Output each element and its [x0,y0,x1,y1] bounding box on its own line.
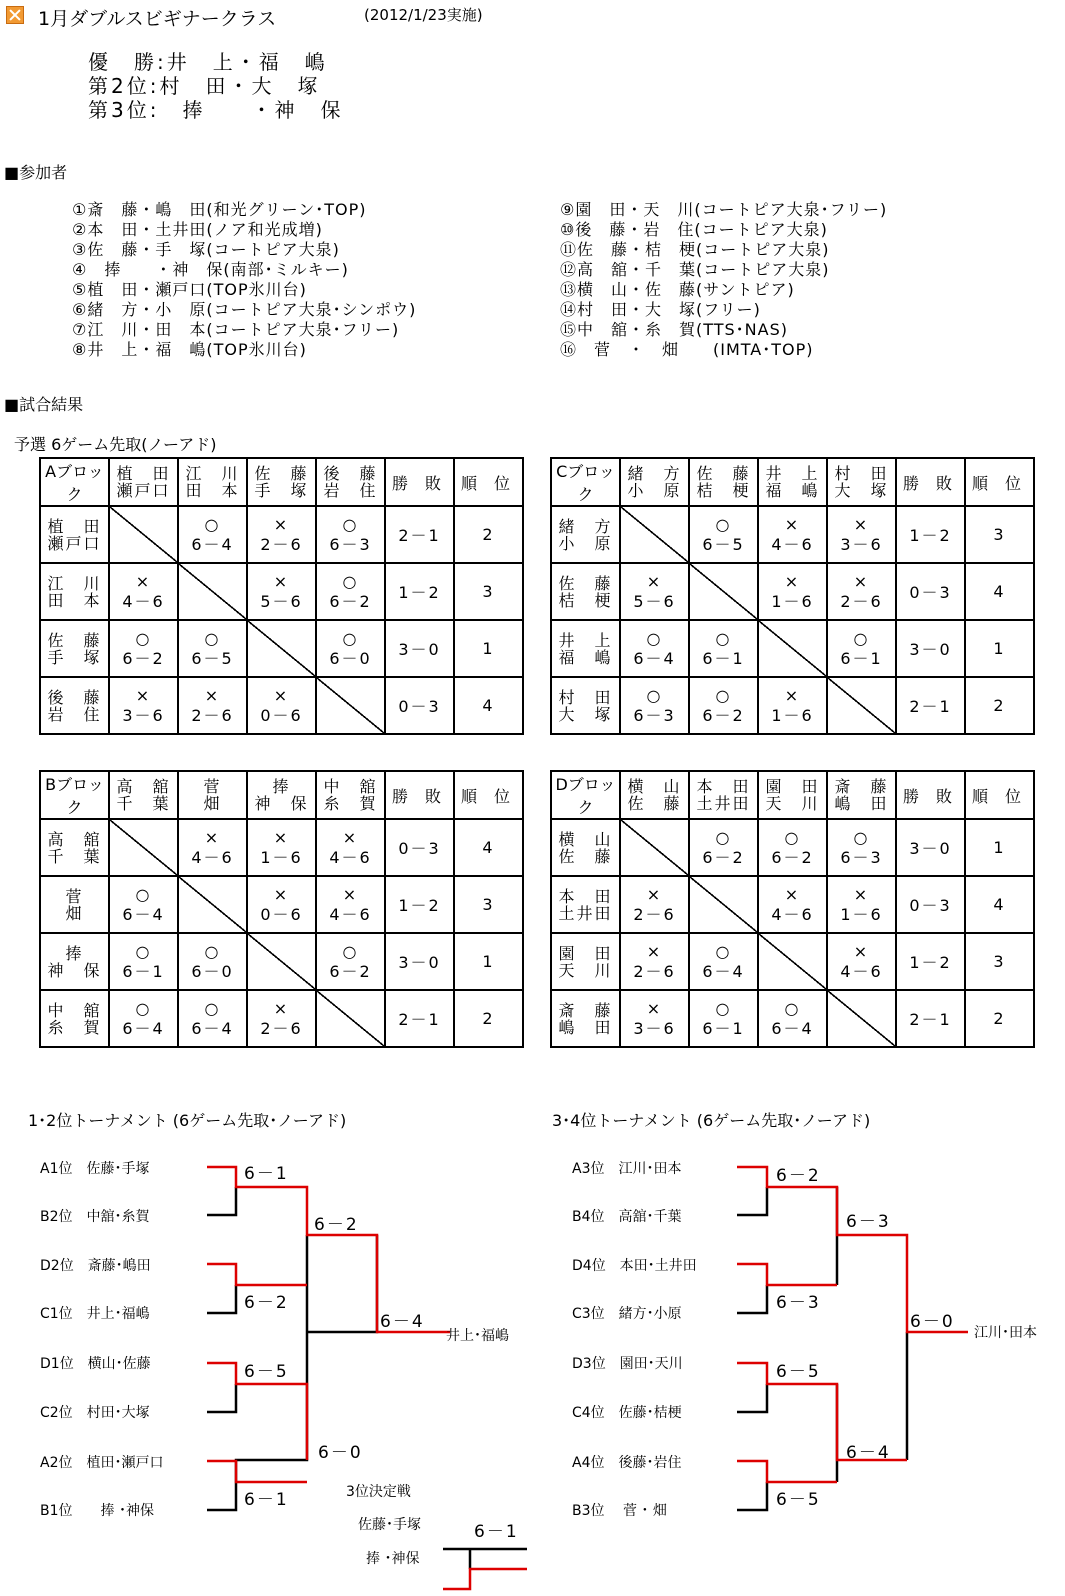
round1-score: 6－1 [244,1490,289,1510]
match-result-cell: × 0－6 [247,677,316,734]
rank: 1 [965,819,1034,876]
participant-entry: ①斎 藤・嶋 田(和光グリーン･TOP) [72,200,367,219]
match-result-cell: ○ 6－4 [178,990,247,1047]
participant-entry: ②本 田・土井田(ノア和光成増) [72,220,323,239]
match-result-cell: ○ 6－2 [109,620,178,677]
rank: 3 [965,506,1034,563]
column-player: 江 川 田 本 [178,458,247,506]
win-loss: 3－0 [896,819,965,876]
event-date: (2012/1/23実施) [364,6,483,24]
round1-score: 6－3 [776,1293,821,1313]
tournament-winner: 江川･田本 [974,1325,1037,1341]
row-player: 斎 藤 嶋 田 [551,990,620,1047]
match-result-cell: ○ 6－2 [689,819,758,876]
match-result-cell: ○ 6－5 [178,620,247,677]
match-result-cell: ○ 6－5 [689,506,758,563]
match-result-cell: ○ 6－4 [689,933,758,990]
win-loss: 2－1 [896,990,965,1047]
match-result-cell: ○ 6－1 [109,933,178,990]
column-player: 横 山 佐 藤 [620,771,689,819]
rank: 4 [965,876,1034,933]
row-player: 井 上 福 嶋 [551,620,620,677]
participant-entry: ⑭村 田・大 塚(フリー) [560,300,761,319]
row-player: 横 山 佐 藤 [551,819,620,876]
column-rank: 順 位 [454,771,523,819]
rank: 2 [454,990,523,1047]
bracket-entry: C1位 井上･福嶋 [40,1306,150,1322]
match-result-cell: × 2－6 [827,563,896,620]
match-result-cell: × 4－6 [758,876,827,933]
bracket-entry: D1位 横山･佐藤 [40,1356,151,1372]
participant-entry: ⑥緒 方・小 原(コートピア大泉･シンポウ) [72,300,417,319]
result-3rd: 第3位: 捧 ・神 保 [88,98,344,122]
participant-entry: ④ 捧 ・神 保(南部･ミルキー) [72,260,349,279]
result-2nd: 第2位:村 田・大 塚 [88,74,321,98]
row-player: 緒 方 小 原 [551,506,620,563]
win-loss: 1－2 [385,563,454,620]
match-result-cell: × 2－6 [178,677,247,734]
win-loss: 3－0 [385,933,454,990]
match-result-cell: ○ 6－3 [316,506,385,563]
column-player: 佐 藤 桔 梗 [689,458,758,506]
match-result-cell: ○ 6－2 [758,819,827,876]
win-loss: 3－0 [896,620,965,677]
row-player: 本 田 土井田 [551,876,620,933]
third-place-entry-2: 捧 ･神保 [366,1551,420,1567]
match-result-cell: × 2－6 [620,933,689,990]
win-loss: 0－3 [896,563,965,620]
tournament-winner: 井上･福嶋 [446,1328,509,1344]
participant-entry: ⑯ 菅 ・ 畑 (IMTA･TOP) [560,340,814,359]
prelim-title: 予選 6ゲーム先取(ノーアド) [14,435,217,454]
tournament-34-title: 3･4位トーナメント (6ゲーム先取･ノーアド) [552,1111,871,1130]
row-player: 村 田 大 塚 [551,677,620,734]
column-player: 本 田 土井田 [689,771,758,819]
round1-score: 6－5 [776,1362,821,1382]
match-result-cell: × 4－6 [178,819,247,876]
match-result-cell: ○ 6－3 [620,677,689,734]
rank: 1 [965,620,1034,677]
bracket-entry: C3位 緒方･小原 [572,1306,682,1322]
rank: 4 [454,819,523,876]
participant-entry: ⑦江 川・田 本(コートピア大泉･フリー) [72,320,400,339]
match-result-cell: ○ 6－1 [689,620,758,677]
column-wl: 勝 敗 [385,458,454,506]
row-player: 中 舘 糸 賀 [40,990,109,1047]
match-result-cell: × 4－6 [316,819,385,876]
semifinal-score: 6－2 [314,1215,359,1235]
match-result-cell: × 4－6 [109,563,178,620]
rank: 2 [454,506,523,563]
rank: 2 [965,990,1034,1047]
participant-entry: ⑤植 田・瀬戸口(TOP氷川台) [72,280,307,299]
bracket-entry: D2位 斎藤･嶋田 [40,1258,151,1274]
column-player: 後 藤 岩 住 [316,458,385,506]
participant-entry: ⑩後 藤・岩 住(コートピア大泉) [560,220,828,239]
section-results: ■ 試合結果 [4,392,83,415]
column-rank: 順 位 [454,458,523,506]
column-player: 園 田 天 川 [758,771,827,819]
win-loss: 1－2 [385,876,454,933]
rank: 3 [454,876,523,933]
page-title: 1月ダブルスビギナークラス [38,8,277,30]
column-wl: 勝 敗 [896,458,965,506]
rank: 3 [454,563,523,620]
column-player: 捧 神 保 [247,771,316,819]
match-result-cell: ○ 6－2 [316,563,385,620]
match-result-cell: ○ 6－0 [178,933,247,990]
bracket-entry: A2位 植田･瀬戸口 [40,1455,164,1471]
round1-score: 6－5 [244,1362,289,1382]
match-result-cell: × 3－6 [620,990,689,1047]
participant-entry: ⑪佐 藤・桔 梗(コートピア大泉) [560,240,830,259]
participant-entry: ⑮中 舘・糸 賀(TTS･NAS) [560,320,788,339]
result-1st: 優 勝:井 上・福 嶋 [88,50,328,74]
match-result-cell: ○ 6－4 [109,990,178,1047]
section-participants: ■ 参加者 [4,160,67,183]
final-score: 6－0 [910,1312,955,1332]
tournament-12-title: 1･2位トーナメント (6ゲーム先取･ノーアド) [28,1111,347,1130]
column-rank: 順 位 [965,771,1034,819]
bracket-entry: C2位 村田･大塚 [40,1405,150,1421]
column-wl: 勝 敗 [896,771,965,819]
match-result-cell: × 1－6 [247,819,316,876]
participant-entry: ⑬横 山・佐 藤(サントピア) [560,280,795,299]
column-player: 緒 方 小 原 [620,458,689,506]
win-loss: 1－2 [896,933,965,990]
row-player: 園 田 天 川 [551,933,620,990]
row-player: 高 舘 千 葉 [40,819,109,876]
bracket-entry: A4位 後藤･岩住 [572,1455,682,1471]
win-loss: 2－1 [385,990,454,1047]
third-place-title: 3位決定戦 [346,1484,411,1500]
third-place-entry-1: 佐藤･手塚 [358,1517,421,1533]
participant-entry: ⑧井 上・福 嶋(TOP氷川台) [72,340,307,359]
win-loss: 0－3 [385,677,454,734]
win-loss: 3－0 [385,620,454,677]
match-result-cell: ○ 6－4 [620,620,689,677]
block-name: Dブロック [551,771,620,819]
row-player: 江 川 田 本 [40,563,109,620]
match-result-cell: × 4－6 [316,876,385,933]
win-loss: 2－1 [896,677,965,734]
semifinal-score: 6－0 [318,1443,363,1463]
match-result-cell: × 1－6 [758,677,827,734]
rank: 1 [454,620,523,677]
match-result-cell: × 0－6 [247,876,316,933]
match-result-cell: ○ 6－4 [758,990,827,1047]
row-player: 菅 畑 [40,876,109,933]
bracket-entry: C4位 佐藤･桔梗 [572,1405,682,1421]
rank: 4 [965,563,1034,620]
match-result-cell: × 2－6 [620,876,689,933]
match-result-cell: × 1－6 [758,563,827,620]
win-loss: 0－3 [896,876,965,933]
match-result-cell: ○ 6－2 [316,933,385,990]
match-result-cell: × 3－6 [109,677,178,734]
match-result-cell: × 4－6 [827,933,896,990]
column-player: 菅 畑 [178,771,247,819]
bracket-entry: B3位 菅 ･ 畑 [572,1503,667,1519]
column-player: 植 田 瀬戸口 [109,458,178,506]
match-result-cell: × 3－6 [827,506,896,563]
match-result-cell: ○ 6－3 [827,819,896,876]
win-loss: 2－1 [385,506,454,563]
block-name: Cブロック [551,458,620,506]
match-result-cell: × 1－6 [827,876,896,933]
match-result-cell: ○ 6－0 [316,620,385,677]
row-player: 佐 藤 手 塚 [40,620,109,677]
match-result-cell: × 4－6 [758,506,827,563]
column-player: 佐 藤 手 塚 [247,458,316,506]
round1-score: 6－5 [776,1490,821,1510]
bracket-entry: A3位 江川･田本 [572,1161,682,1177]
participant-entry: ⑨園 田・天 川(コートピア大泉･フリー) [560,200,888,219]
rank: 2 [965,677,1034,734]
bracket-entry: B1位 捧 ･神保 [40,1503,154,1519]
row-player: 後 藤 岩 住 [40,677,109,734]
rank: 1 [454,933,523,990]
row-player: 捧 神 保 [40,933,109,990]
bracket-entry: B4位 高舘･千葉 [572,1209,682,1225]
match-result-cell: × 2－6 [247,990,316,1047]
round1-score: 6－2 [244,1293,289,1313]
row-player: 植 田 瀬戸口 [40,506,109,563]
final-score: 6－4 [380,1312,425,1332]
participant-entry: ③佐 藤・手 塚(コートピア大泉) [72,240,340,259]
rank: 3 [965,933,1034,990]
win-loss: 0－3 [385,819,454,876]
round1-score: 6－2 [776,1166,821,1186]
win-loss: 1－2 [896,506,965,563]
column-rank: 順 位 [965,458,1034,506]
column-player: 井 上 福 嶋 [758,458,827,506]
participant-entry: ⑫高 舘・千 葉(コートピア大泉) [560,260,830,279]
row-player: 佐 藤 桔 梗 [551,563,620,620]
match-result-cell: × 5－6 [620,563,689,620]
column-player: 村 田 大 塚 [827,458,896,506]
semifinal-score: 6－4 [846,1443,891,1463]
match-result-cell: ○ 6－2 [689,677,758,734]
match-result-cell: × 2－6 [247,506,316,563]
block-name: Aブロック [40,458,109,506]
bracket-entry: D4位 本田･土井田 [572,1258,697,1274]
round1-score: 6－1 [244,1164,289,1184]
match-result-cell: × 5－6 [247,563,316,620]
third-place-score: 6－1 [474,1522,519,1542]
column-player: 高 舘 千 葉 [109,771,178,819]
bracket-entry: D3位 園田･天川 [572,1356,683,1372]
column-player: 斎 藤 嶋 田 [827,771,896,819]
match-result-cell: ○ 6－1 [689,990,758,1047]
match-result-cell: ○ 6－4 [178,506,247,563]
bracket-entry: A1位 佐藤･手塚 [40,1161,150,1177]
column-wl: 勝 敗 [385,771,454,819]
match-result-cell: ○ 6－1 [827,620,896,677]
column-player: 中 舘 糸 賀 [316,771,385,819]
semifinal-score: 6－3 [846,1212,891,1232]
match-result-cell: ○ 6－4 [109,876,178,933]
rank: 4 [454,677,523,734]
bracket-entry: B2位 中舘･糸賀 [40,1209,150,1225]
block-name: Bブロック [40,771,109,819]
